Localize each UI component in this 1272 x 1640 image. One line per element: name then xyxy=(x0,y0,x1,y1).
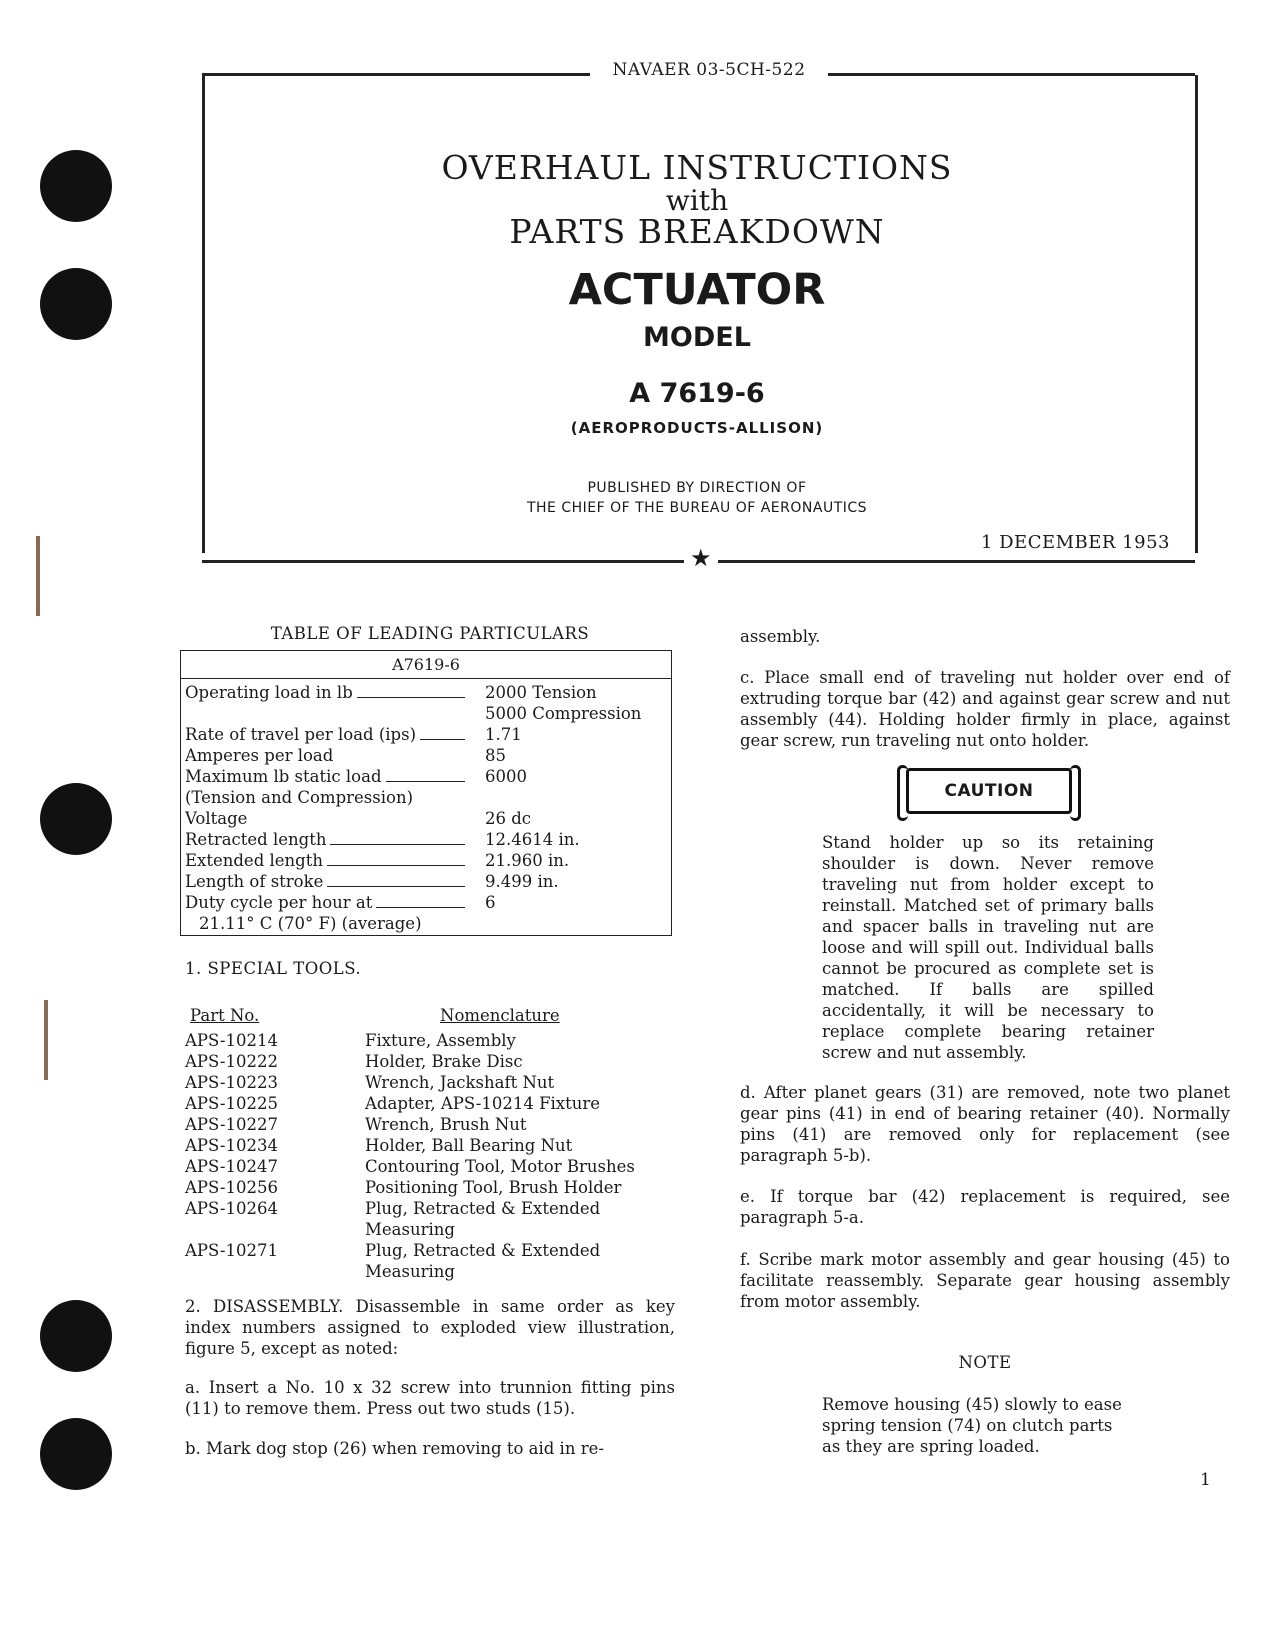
particular-label xyxy=(185,787,475,808)
tool-part-number xyxy=(185,1261,365,1282)
binder-hole-2 xyxy=(40,268,112,340)
tool-nomenclature: Measuring xyxy=(365,1262,455,1281)
leading-particulars-model-header: A7619-6 xyxy=(181,651,671,679)
particular-label-text: 21.11° C (70° F) (average) xyxy=(199,914,426,933)
tool-part-number: APS-10225 xyxy=(185,1094,278,1113)
tool-part-number xyxy=(185,1219,365,1240)
tool-part-number: APS-10264 xyxy=(185,1199,278,1218)
leading-particulars-row xyxy=(185,850,671,871)
disassembly-step-f: f. Scribe mark motor assembly and gear housing (45) to facilitate reassembly. Separate gear housing assembly from motor assembly. xyxy=(740,1250,1230,1311)
publisher-line-1: PUBLISHED BY DIRECTION OF xyxy=(587,480,807,496)
particular-label-text: Retracted length xyxy=(185,830,330,849)
special-tool-row xyxy=(185,1051,685,1072)
particular-label-text: Amperes per load xyxy=(185,746,337,765)
binder-hole-5 xyxy=(40,1418,112,1490)
particular-label-text: Rate of travel per load (ips) xyxy=(185,725,420,744)
special-tool-row xyxy=(185,1240,685,1261)
special-tools-heading: 1. SPECIAL TOOLS. xyxy=(185,959,362,978)
special-tools-col-nomenclature: Nomenclature xyxy=(440,1006,560,1025)
publication-date: 1 DECEMBER 1953 xyxy=(980,532,1170,553)
special-tool-row xyxy=(185,1114,685,1135)
particular-label-text: Extended length xyxy=(185,851,327,870)
tool-nomenclature: Wrench, Jackshaft Nut xyxy=(365,1073,555,1092)
tool-part-number: APS-10214 xyxy=(185,1031,278,1050)
note-text: Remove housing (45) slowly to ease spring tension (74) on clutch parts as they are spring loaded. xyxy=(822,1395,1122,1456)
item-name: ACTUATOR xyxy=(568,265,826,315)
particular-value: 6000 xyxy=(485,767,527,786)
particular-label xyxy=(185,829,475,850)
special-tools-list xyxy=(185,1030,685,1282)
particular-label xyxy=(185,724,475,745)
particular-label-text: (Tension and Compression) xyxy=(185,788,417,807)
publisher-line-2: THE CHIEF OF THE BUREAU OF AERONAUTICS xyxy=(526,500,868,516)
binder-mark-2 xyxy=(44,1000,48,1080)
tool-part-number: APS-10247 xyxy=(185,1157,278,1176)
special-tools-header xyxy=(190,1006,660,1025)
disassembly-intro: 2. DISASSEMBLY. Disassemble in same order as key index numbers assigned to exploded view illustration, figure 5, except as noted: xyxy=(185,1297,675,1358)
leading-particulars-row xyxy=(185,682,671,703)
tool-nomenclature: Holder, Brake Disc xyxy=(365,1052,523,1071)
disassembly-step-c: c. Place small end of traveling nut holder over end of extruding torque bar (42) and against gear screw and nut assembly (44). Holding holder firmly in place, against gear screw, run traveling nut onto holder. xyxy=(740,668,1230,750)
caution-label: CAUTION xyxy=(906,768,1072,814)
particular-label-text: Duty cycle per hour at xyxy=(185,893,376,912)
particular-value: 1.71 xyxy=(485,725,522,744)
particular-label xyxy=(185,703,475,724)
special-tool-row xyxy=(185,1219,685,1240)
leading-particulars-row xyxy=(185,871,671,892)
leading-particulars-row xyxy=(185,766,671,787)
particular-label xyxy=(185,766,475,787)
disassembly-step-b-continued: assembly. xyxy=(740,627,821,646)
tool-nomenclature: Contouring Tool, Motor Brushes xyxy=(365,1157,635,1176)
note-label: NOTE xyxy=(958,1353,1012,1372)
leading-particulars-row xyxy=(185,913,671,934)
binder-hole-3 xyxy=(40,783,112,855)
leading-particulars-row xyxy=(185,829,671,850)
special-tool-row xyxy=(185,1072,685,1093)
tool-nomenclature: Adapter, APS-10214 Fixture xyxy=(365,1094,601,1113)
special-tool-row xyxy=(185,1093,685,1114)
leading-particulars-row xyxy=(185,724,671,745)
leading-particulars-row xyxy=(185,745,671,766)
particular-value xyxy=(489,913,671,934)
particular-label-text: Maximum lb static load xyxy=(185,767,386,786)
tool-part-number: APS-10223 xyxy=(185,1073,278,1092)
tool-part-number: APS-10271 xyxy=(185,1241,278,1260)
special-tool-row xyxy=(185,1261,685,1282)
publisher-block xyxy=(202,478,1192,518)
leading-particulars-row xyxy=(185,892,671,913)
particular-label xyxy=(185,871,475,892)
tool-part-number: APS-10234 xyxy=(185,1136,278,1155)
tool-part-number: APS-10256 xyxy=(185,1178,278,1197)
particular-label-text: Length of stroke xyxy=(185,872,327,891)
leading-particulars-title: TABLE OF LEADING PARTICULARS xyxy=(270,624,590,643)
tool-nomenclature: Plug, Retracted & Extended xyxy=(365,1241,601,1260)
particular-value: 6 xyxy=(485,893,496,912)
leading-particulars-rows xyxy=(181,679,671,934)
title-line-2: with xyxy=(665,184,729,217)
title-line-3: PARTS BREAKDOWN xyxy=(509,212,885,251)
particular-value: 26 dc xyxy=(485,809,532,828)
disassembly-step-d: d. After planet gears (31) are removed, note two planet gear pins (41) in end of bearing retainer (40). Normally pins (41) are removed only for replacement (see paragraph 5-b). xyxy=(740,1083,1230,1165)
tool-nomenclature: Positioning Tool, Brush Holder xyxy=(365,1178,622,1197)
binder-hole-1 xyxy=(40,150,112,222)
particular-value: 2000 Tension xyxy=(485,683,597,702)
particular-label xyxy=(185,808,475,829)
tool-nomenclature: Wrench, Brush Nut xyxy=(365,1115,527,1134)
caution-text: Stand holder up so its retaining shoulder is down. Never remove traveling nut from holder except to reinstall. Matched set of primary balls and spacer balls in traveling nut are loose and will spill out. Individual balls cannot be procured as complete set is matched. If balls are spilled accidentally, it will be necessary to replace complete bearing retainer screw and nut assembly. xyxy=(822,833,1154,1062)
model-label: MODEL xyxy=(643,322,751,353)
tool-nomenclature: Measuring xyxy=(365,1220,455,1239)
particular-label xyxy=(185,850,475,871)
particular-value: 9.499 in. xyxy=(485,872,559,891)
binder-hole-4 xyxy=(40,1300,112,1372)
tool-nomenclature: Plug, Retracted & Extended xyxy=(365,1199,601,1218)
tool-part-number: APS-10227 xyxy=(185,1115,278,1134)
particular-label-text xyxy=(185,704,189,723)
tool-nomenclature: Fixture, Assembly xyxy=(365,1031,516,1050)
leading-particulars-table xyxy=(180,650,672,936)
special-tool-row xyxy=(185,1135,685,1156)
tool-nomenclature: Holder, Ball Bearing Nut xyxy=(365,1136,573,1155)
particular-label-text: Operating load in lb xyxy=(185,683,357,702)
special-tools-col-part: Part No. xyxy=(190,1006,260,1025)
manufacturer: (AEROPRODUCTS-ALLISON) xyxy=(570,419,824,437)
leading-particulars-row xyxy=(185,787,671,808)
particular-label xyxy=(185,913,489,934)
leading-particulars-row xyxy=(185,808,671,829)
particular-value: 21.960 in. xyxy=(485,851,570,870)
disassembly-step-b: b. Mark dog stop (26) when removing to aid in re- xyxy=(185,1439,604,1458)
leading-particulars-row xyxy=(185,703,671,724)
particular-value: 85 xyxy=(485,746,506,765)
particular-value: 5000 Compression xyxy=(485,704,642,723)
special-tool-row xyxy=(185,1030,685,1051)
disassembly-step-e: e. If torque bar (42) replacement is required, see paragraph 5-a. xyxy=(740,1187,1230,1227)
particular-value: 12.4614 in. xyxy=(485,830,580,849)
page-number: 1 xyxy=(1200,1470,1211,1490)
special-tool-row xyxy=(185,1156,685,1177)
particular-label xyxy=(185,682,475,703)
document-number: NAVAER 03-5CH-522 xyxy=(590,60,828,80)
special-tool-row xyxy=(185,1177,685,1198)
particular-label-text: Voltage xyxy=(185,809,251,828)
title-line-1: OVERHAUL INSTRUCTIONS xyxy=(441,148,953,187)
title-frame-bottom-right xyxy=(718,560,1195,563)
title-frame-bottom-left xyxy=(202,560,684,563)
disassembly-step-a: a. Insert a No. 10 x 32 screw into trunnion fitting pins (11) to remove them. Press out two studs (15). xyxy=(185,1378,675,1418)
special-tool-row xyxy=(185,1198,685,1219)
particular-label xyxy=(185,745,475,766)
star-icon: ★ xyxy=(690,544,712,572)
model-number: A 7619-6 xyxy=(629,378,765,409)
tool-part-number: APS-10222 xyxy=(185,1052,278,1071)
binder-mark-1 xyxy=(36,536,40,616)
particular-value xyxy=(475,787,671,808)
particular-label xyxy=(185,892,475,913)
